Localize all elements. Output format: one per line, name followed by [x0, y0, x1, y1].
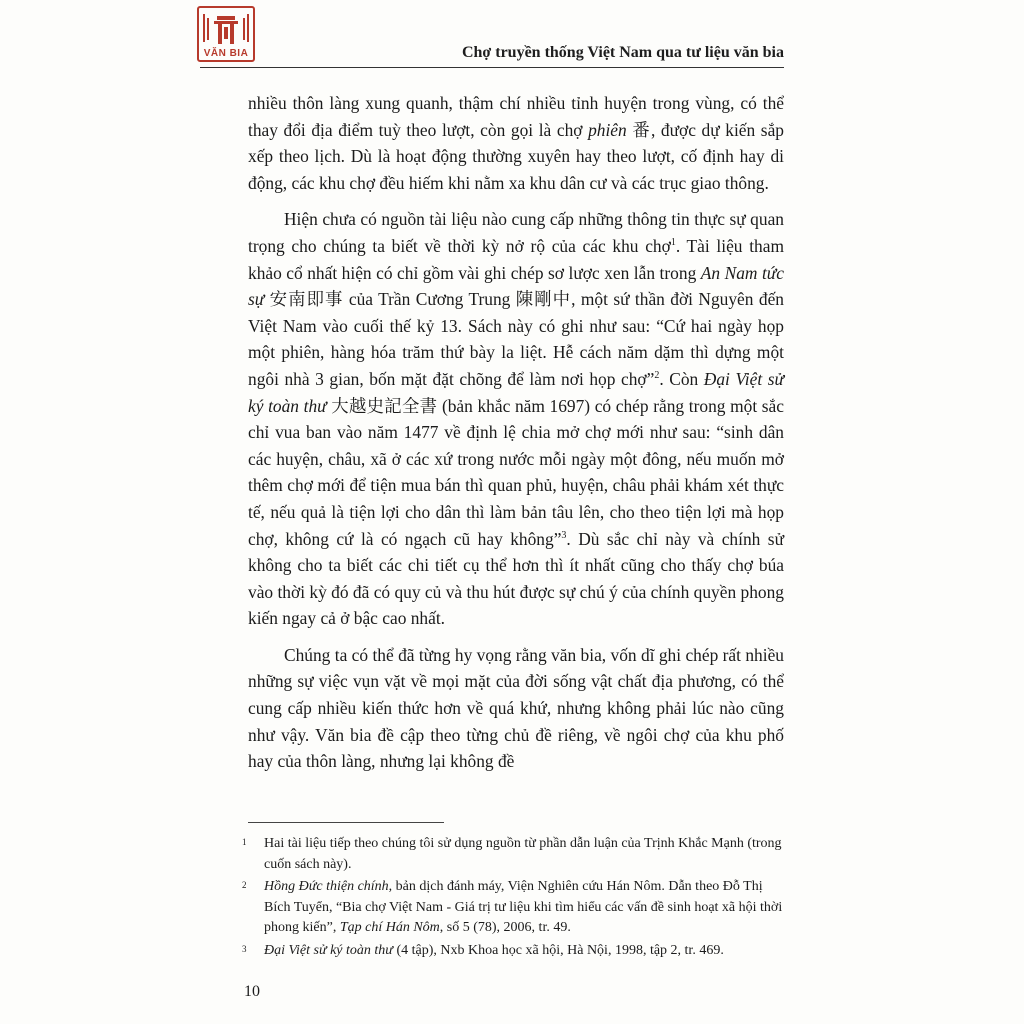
text-run: Hai tài liệu tiếp theo chúng tôi sử dụng nguồn từ phần dẫn luận của Trịnh Khắc Mạnh (trong cuốn sách này).	[264, 836, 782, 872]
text-run: 番, được dự kiến sắp xếp theo lịch. Dù là hoạt động thường xuyên hay theo lượt, cố định hay di động, các khu chợ đều hiếm khi nằm xa khu dân cư và các trục giao thông.	[248, 119, 784, 193]
text-run: (4 tập), Nxb Khoa học xã hội, Hà Nội, 1998, tập 2, tr. 469.	[392, 942, 724, 958]
text-run: , bản dịch đánh máy, Viện Nghiên cứu Hán Nôm. Dẫn theo Đỗ Thị Bích Tuyển, “Bia chợ Việt Nam - Giá trị tư liệu khi tìm hiểu các vấn đề sinh hoạt xã hội thời phong kiến”,	[264, 879, 783, 935]
text-run: Chúng ta có thể đã từng hy vọng rằng văn bia, vốn dĩ ghi chép rất nhiều những sự việc vụn vặt về mọi mặt của đời sống vật chất địa phương, có thể cung cấp nhiều kiến thức hơn về quá khứ, nhưng không phải lúc nào cũng như vậy. Văn bia đề cập theo từng chủ đề riêng, về ngôi chợ của khu phố hay của thôn làng, nhưng lại không đề	[248, 644, 784, 772]
footnote-3	[242, 941, 784, 962]
text-run: . Tài liệu tham khảo cổ nhất hiện có chỉ gồm vài ghi chép sơ lược xen lẫn trong	[248, 235, 784, 283]
footnote-2	[242, 877, 784, 939]
footnote-rule	[248, 822, 444, 823]
text-run: Hiện chưa có nguồn tài liệu nào cung cấp những thông tin thực sự quan trọng cho chúng ta biết về thời kỳ nở rộ của các khu chợ	[248, 209, 784, 256]
text-run: . Còn	[659, 368, 704, 389]
running-header: Chợ truyền thống Việt Nam qua tư liệu văn bia	[461, 44, 784, 61]
footnote-ref-3[interactable]: 3	[561, 529, 567, 541]
footnote-ref-2[interactable]: 2	[654, 370, 660, 382]
header-rule	[200, 67, 784, 68]
italic-title: Tạp chí Hán Nôm	[339, 920, 440, 935]
footnote-mark: 1	[242, 837, 247, 847]
italic-title: Đại Việt sử ký toàn thư	[248, 368, 784, 416]
footnote-mark: 2	[242, 880, 247, 890]
temple-gate-icon	[199, 8, 253, 48]
footnote-ref-1[interactable]: 1	[670, 237, 676, 249]
footnote-1	[242, 834, 784, 875]
text-run: nhiều thôn làng xung quanh, thậm chí nhiều tỉnh huyện trong vùng, có thể thay đổi địa điểm tuỳ theo lượt, còn gọi là chợ	[248, 93, 784, 140]
paragraph-2	[248, 206, 784, 632]
footnotes	[242, 834, 784, 963]
text-run: . Dù sắc chỉ này và chính sử không cho ta biết các chi tiết cụ thể hơn thì ít nhất cũng cho thấy chợ búa vào thời kỳ đó đã có quy củ và thu hút được sự chú ý của chính quyền phong kiến ngay cả ở bậc cao nhất.	[248, 528, 784, 629]
text-run: , số 5 (78), 2006, tr. 49.	[439, 920, 571, 935]
italic-term: phiên	[588, 119, 627, 140]
italic-title: An Nam tức sự	[248, 262, 785, 310]
page-number: 10	[244, 983, 260, 1000]
paragraph-1	[248, 90, 784, 196]
italic-title: Đại Việt sử ký toàn thư	[264, 942, 393, 958]
body-text	[248, 90, 784, 785]
text-run: 安南即事 của Trần Cương Trung 陳剛中, một sứ thần đời Nguyên đến Việt Nam vào cuối thế kỷ 13. Sách này có ghi như sau: “Cứ hai ngày họp một phiên, hàng hóa trăm thứ bày la liệt. Hễ cách năm dặm thì dựng một ngôi nhà 3 gian, bốn mặt đặt chõng để làm nơi họp chợ”	[248, 289, 784, 389]
footnote-mark: 3	[242, 943, 247, 954]
paragraph-3	[248, 642, 784, 775]
logo-caption: VĂN BIA	[203, 48, 249, 59]
italic-title: Hồng Đức thiện chính	[264, 879, 389, 894]
text-run: 大越史記全書 (bản khắc năm 1697) có chép rằng trong một sắc chỉ vua ban vào năm 1477 về định lệ chia mở chợ mới như sau: “sinh dân các huyện, châu, xã ở các xứ trong nước mỗi ngày một đông, nếu muốn mở thêm chợ mới để tiện mua bán thì quan phủ, huyện, châu phải khám xét thực tế, nếu quả là tiện lợi cho dân thì làm bản tâu lên, cho theo tiện lợi mà họp chợ, không cứ là có ngạch cũ hay không”	[248, 395, 784, 549]
